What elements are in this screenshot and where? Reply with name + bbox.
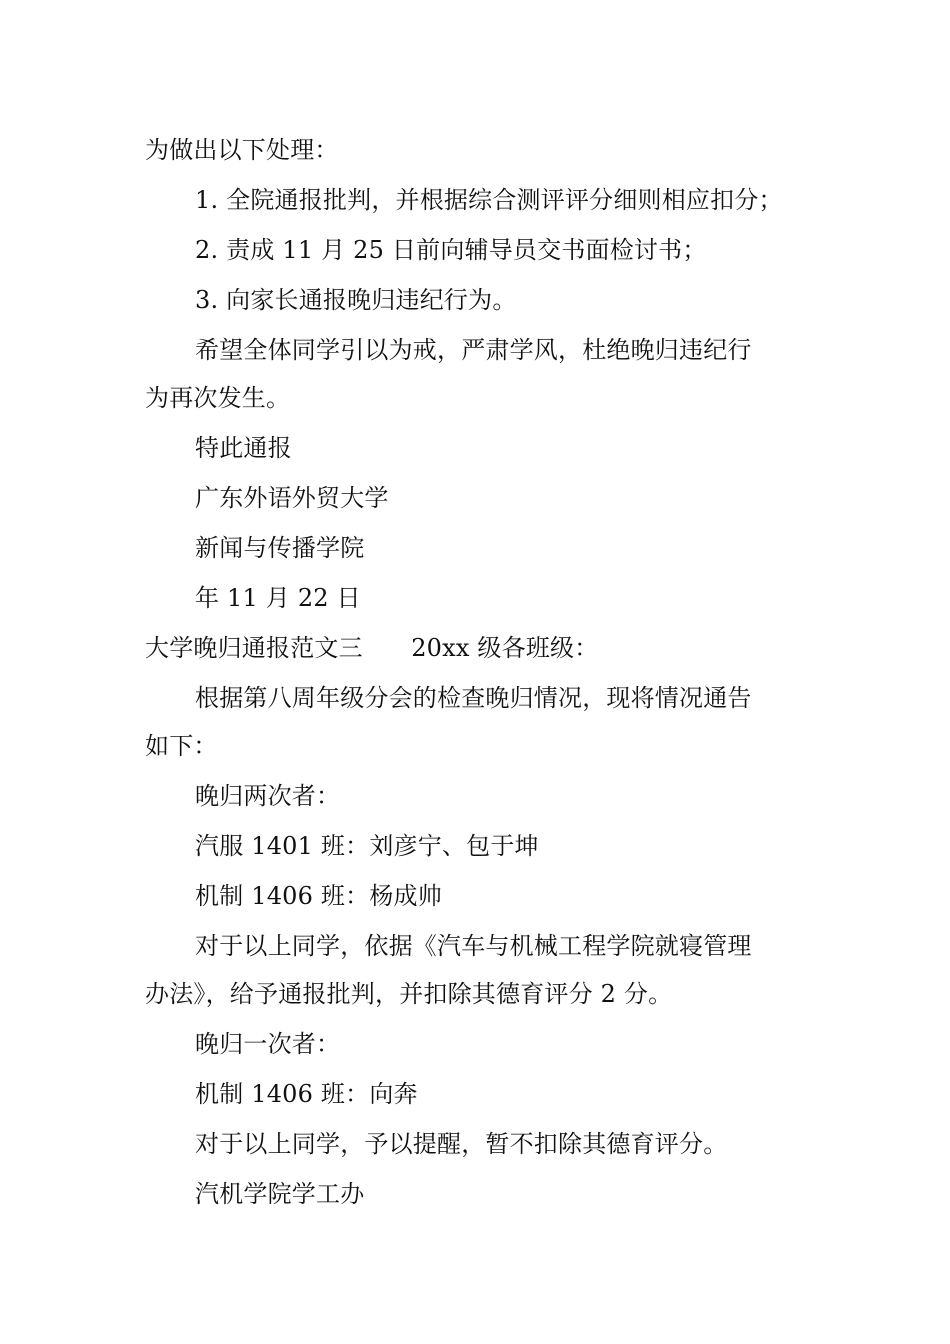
closing-text: 特此通报	[195, 434, 292, 462]
paragraph-line: 办法》，给予通报批判，并扣除其德育评分 2 分。	[145, 980, 673, 1008]
paragraph-line: 对于以上同学，依据《汽车与机械工程学院就寝管理	[195, 932, 752, 960]
paragraph-line: 为再次发生。	[145, 384, 291, 412]
list-item: 2. 责成 11 月 25 日前向辅导员交书面检讨书；	[195, 236, 707, 264]
student-list-line: 机制 1406 班：向奔	[195, 1080, 418, 1108]
text-line: 为做出以下处理：	[145, 136, 339, 164]
date-line: 年 11 月 22 日	[195, 584, 361, 612]
department-name: 新闻与传播学院	[195, 534, 365, 562]
office-signature: 汽机学院学工办	[195, 1180, 365, 1208]
organization-name: 广东外语外贸大学	[195, 484, 389, 512]
section-heading: 大学晚归通报范文三 20xx 级各班级：	[145, 634, 599, 662]
paragraph-line: 希望全体同学引以为戒，严肃学风，杜绝晚归违纪行	[195, 336, 752, 364]
student-list-line: 汽服 1401 班：刘彦宁、包于坤	[195, 832, 539, 860]
paragraph-line: 如下：	[145, 732, 218, 760]
list-item: 1. 全院通报批判，并根据综合测评评分细则相应扣分；	[195, 186, 783, 214]
student-list-line: 机制 1406 班：杨成帅	[195, 882, 442, 910]
list-item: 3. 向家长通报晚归违纪行为。	[195, 286, 517, 314]
subheading: 晚归一次者：	[195, 1030, 341, 1058]
subheading: 晚归两次者：	[195, 782, 341, 810]
paragraph-line: 根据第八周年级分会的检查晚归情况，现将情况通告	[195, 684, 752, 712]
paragraph-line: 对于以上同学，予以提醒，暂不扣除其德育评分。	[195, 1130, 728, 1158]
